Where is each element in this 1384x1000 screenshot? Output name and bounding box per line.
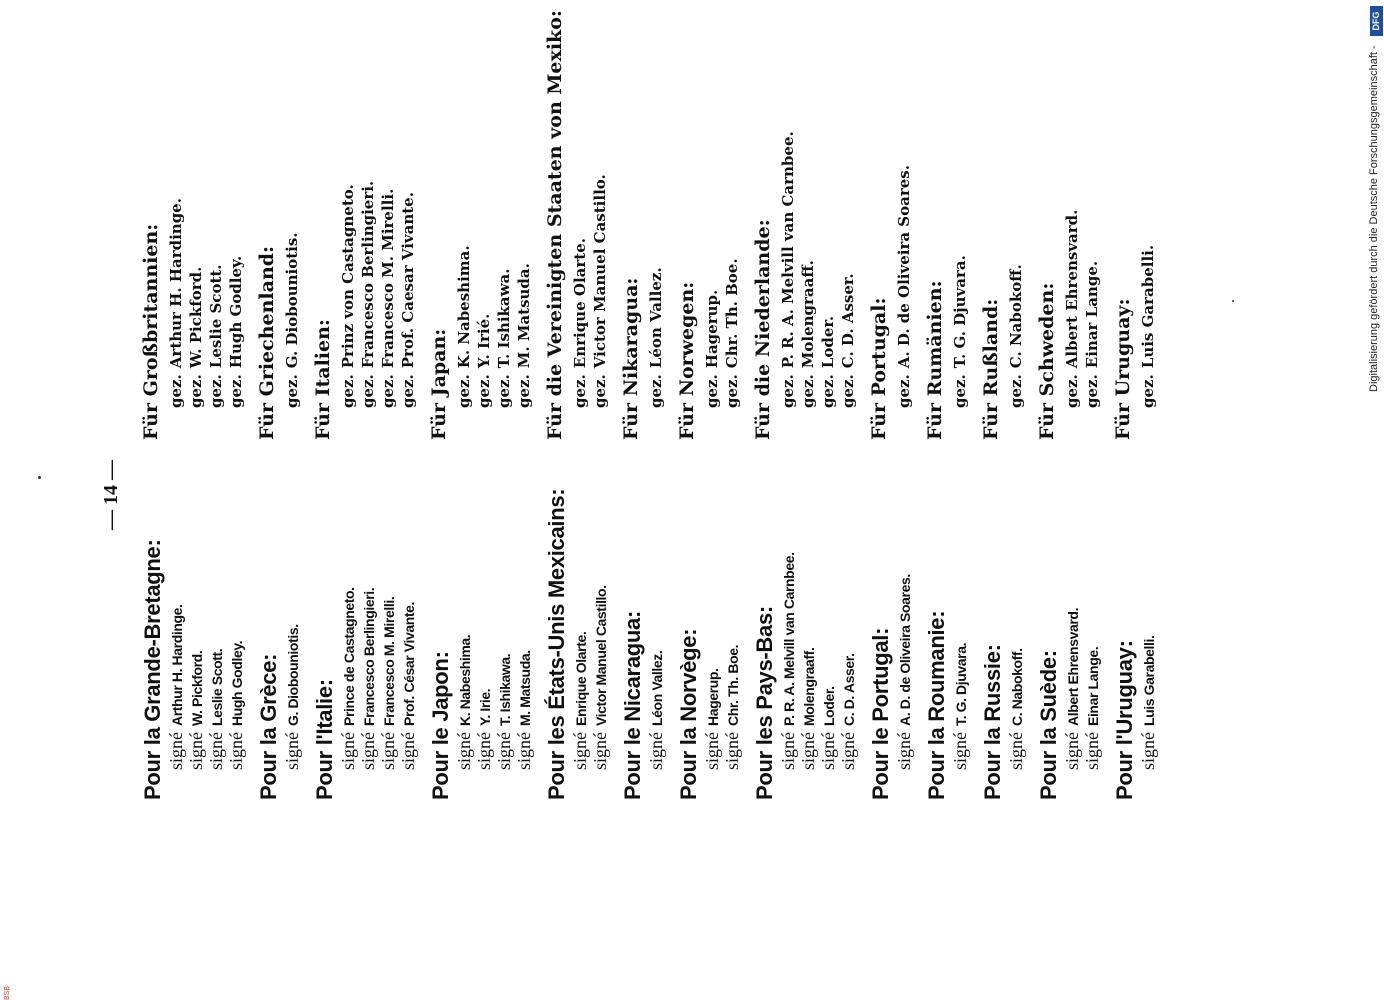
signatory-name: Loder. [819,315,837,369]
signatory-country-heading: Pour le Japon: [428,651,453,800]
signed-word: signé [494,732,514,770]
signature-line [1138,636,1159,770]
signatory-country-heading: Pour l'Italie: [312,679,337,800]
signatory-name: A. D. de Oliveira Soares. [895,165,913,369]
signature-line [646,267,665,408]
signature-line [722,645,743,770]
signature-line [950,643,971,770]
signed-word: signé [1082,732,1102,770]
signatory-country-heading: Für Portugal: [868,297,890,440]
signatory-country-heading: Für Uruguay: [1112,298,1134,440]
signature-line [778,552,799,770]
signatory-name: M. Matsuda. [515,263,533,369]
signatory-name: Luis Garabelli. [1139,244,1157,369]
signature-line [798,260,817,408]
signature-line [818,686,839,770]
signature-line [894,165,913,408]
signatory-country-heading: Für Rußland: [980,298,1002,440]
signature-line [798,648,819,770]
signed-word: signé [358,732,378,770]
signed-word: gez. [779,374,797,408]
signed-word: signé [818,732,838,770]
signatory-country-heading: Für die Vereinigten Staaten von Mexiko: [544,10,566,440]
signature-line [702,669,723,770]
page-number: — 14 — [100,460,122,530]
signature-line [570,632,591,770]
signature-line [338,587,359,770]
signature-line [818,316,837,408]
signature-line [474,689,495,770]
signed-word: signé [702,732,722,770]
signature-line [186,267,205,408]
signatory-name: C. D. Asser. [839,273,857,369]
signed-word: signé [570,732,590,770]
signatory-name: Prinz von Castagneto. [339,184,357,369]
signatory-name: T. Ishikawa. [495,268,513,369]
signature-line [378,189,397,408]
signatory-name: T. G. Djuvara. [951,255,969,369]
signed-word: signé [474,732,494,770]
signature-line [454,635,475,770]
signatory-name: Hugh Godley. [227,255,245,369]
signatory-name: Molengraaff. [801,647,817,726]
signed-word: gez. [339,374,357,408]
signatory-name: Enrique Olarte. [573,631,589,726]
signed-word: signé [398,732,418,770]
signatory-country-heading: Für Japan: [428,328,450,440]
signatory-name: Leslie Scott. [209,648,225,726]
signatory-country-heading: Pour le Portugal: [868,627,893,800]
signed-word: gez. [571,374,589,408]
signed-word: signé [798,732,818,770]
signature-line [338,184,357,408]
signature-line [358,181,377,408]
library-mark-text: BSB [4,985,11,1000]
signed-word: gez. [819,374,837,408]
signature-line [1006,264,1025,408]
scan-speck [1232,300,1234,302]
signatory-name: Enrique Olarte. [571,238,589,369]
signature-line [894,574,915,770]
signature-line [722,258,741,408]
signatory-name: Molengraaff. [799,260,817,369]
signatory-name: Einar Lange. [1083,260,1101,369]
signatory-country-heading: Für Italien: [312,319,334,440]
signatory-country-heading: Pour l'Uruguay: [1112,640,1137,800]
signatory-country-heading: Für Griechenland: [256,245,278,440]
signatory-name: Leslie Scott. [207,264,225,369]
signatory-name: Y. Irie. [477,688,493,726]
signed-word: signé [282,732,302,770]
signature-line [570,238,589,408]
signature-line [494,654,515,770]
signatory-country-heading: Pour le Nicaragua: [620,611,645,800]
signatory-name: G. Diobouniotis. [283,232,301,369]
signature-line [398,192,417,408]
signed-word: signé [206,732,226,770]
signed-word: gez. [399,374,417,408]
signatory-name: Victor Manuel Castillo. [591,174,609,369]
signatory-name: Albert Ehrensvard. [1065,607,1081,726]
signatory-name: Victor Manuel Castillo. [593,585,609,726]
signatory-name: C. Nabokoff. [1009,648,1025,726]
signature-line [206,649,227,770]
signatory-name: G. Diobouniotis. [285,624,301,726]
signatory-name: Hugh Godley. [229,640,245,726]
signatory-country-heading: Für Großbritannien: [140,223,162,440]
signatory-name: W. Pickford. [189,650,205,726]
signature-line [398,602,419,770]
signatory-country-heading: Pour la Roumanie: [924,610,949,800]
signatory-name: Einar Lange. [1085,646,1101,726]
signed-word: gez. [591,374,609,408]
signed-word: signé [186,732,206,770]
signed-word: signé [514,732,534,770]
signatory-country-heading: Pour la Russie: [980,644,1005,800]
signatory-country-heading: Pour la Suède: [1036,650,1061,800]
signature-line [282,232,301,408]
signed-word: signé [454,732,474,770]
signature-line [1082,647,1103,770]
signature-line [514,650,535,770]
signed-word: gez. [647,374,665,408]
signed-word: signé [166,732,186,770]
signatory-name: Léon Vallez. [647,267,665,369]
signatory-country-heading: Für Schweden: [1036,282,1058,440]
signed-word: gez. [1139,374,1157,408]
signed-word: gez. [799,374,817,408]
signed-word: gez. [475,374,493,408]
signed-word: gez. [455,374,473,408]
signatory-name: Loder. [821,686,837,726]
signed-word: signé [1138,732,1158,770]
signed-word: signé [590,732,610,770]
signatory-country-heading: Pour la Grande-Bretagne: [140,539,165,800]
signatory-name: Chr. Th. Boe. [723,258,741,369]
signatory-country-heading: Pour la Grèce: [256,653,281,800]
signature-line [514,263,533,408]
signed-word: gez. [187,374,205,408]
digitization-note [1365,0,1384,400]
signed-word: gez. [1083,374,1101,408]
signature-line [1138,245,1157,408]
signed-word: signé [778,732,798,770]
signature-line [226,641,247,770]
signature-line [646,651,667,770]
signature-line [166,604,187,770]
signatory-name: K. Nabeshima. [457,634,473,726]
signatory-country-heading: Pour les Pays-Bas: [752,606,777,800]
signed-word: signé [646,732,666,770]
signature-line [494,269,513,409]
signed-word: signé [838,732,858,770]
scan-speck [38,476,41,479]
signatory-name: C. Nabokoff. [1007,264,1025,369]
signatory-name: Léon Vallez. [649,650,665,726]
signed-word: signé [1062,732,1082,770]
signature-line [950,255,969,408]
signature-line [358,588,379,770]
library-mark [4,980,16,1000]
signed-word: gez. [951,374,969,408]
signatory-name: Chr. Th. Boe. [725,644,741,726]
signatory-country-heading: Pour les États-Unis Mexicains: [544,488,569,800]
digitization-note-text: Digitalisierung gefördert durch die Deutsche Forschungsgemeinschaft - [1368,45,1380,392]
signatory-country-heading: Pour la Norvège: [676,628,701,800]
signed-word: gez. [703,374,721,408]
signatory-country-heading: Für Rumänien: [924,280,946,440]
signed-word: signé [378,732,398,770]
signature-line [702,290,721,408]
signed-word: gez. [495,374,513,408]
signed-word: gez. [839,374,857,408]
signatory-country-heading: Für Nikaragua: [620,277,642,440]
signature-line [1082,261,1101,408]
signed-word: gez. [167,374,185,408]
signatory-name: W. Pickford. [187,266,205,369]
signatory-name: Arthur H. Hardinge. [167,198,185,369]
signed-word: gez. [207,374,225,408]
signatory-name: T. G. Djuvara. [953,642,969,726]
signatory-name: A. D. de Oliveira Soares. [897,574,913,726]
signature-line [1062,210,1081,408]
signed-word: gez. [227,374,245,408]
signatory-name: C. D. Asser. [841,653,857,726]
signature-line [778,131,797,408]
signed-word: signé [1006,732,1026,770]
signature-line [474,314,493,408]
signature-line [454,245,473,408]
dfg-logo-text: DFG [1371,11,1381,31]
signed-word: signé [226,732,246,770]
signatory-name: Francesco M. Mirelli. [381,596,397,726]
signature-line [166,198,185,408]
signature-line [838,654,859,771]
signatory-name: P. R. A. Melvill van Carnbee. [779,131,797,369]
signatory-name: Hagerup. [703,289,721,369]
signatory-name: Luis Garabelli. [1141,635,1157,726]
signature-line [1062,608,1083,770]
signature-line [226,256,245,408]
signatory-name: Prof. César Vivante. [401,601,417,726]
signatory-name: Prince de Castagneto. [341,587,357,726]
signed-word: signé [950,732,970,770]
signatory-name: Y. Irié. [475,313,493,369]
signed-word: signé [338,732,358,770]
signature-line [186,651,207,770]
signatory-name: Arthur H. Hardinge. [169,604,185,726]
signed-word: gez. [723,374,741,408]
signed-word: gez. [283,374,301,408]
signatory-country-heading: Für die Niederlande: [752,219,774,440]
signatory-name: K. Nabeshima. [455,245,473,369]
signatory-name: M. Matsuda. [517,650,533,726]
signature-line [282,624,303,770]
signature-line [590,585,611,770]
signatory-name: Francesco Berlingieri. [359,180,377,369]
signature-line [590,174,609,408]
signatory-name: Francesco Berlingieri. [361,587,377,726]
signatory-name: Hagerup. [705,668,721,726]
signature-line [378,597,399,770]
signed-word: gez. [515,374,533,408]
signatory-country-heading: Für Norwegen: [676,281,698,440]
signatory-name: Francesco M. Mirelli. [379,188,397,369]
signed-word: gez. [359,374,377,408]
signed-word: gez. [1063,374,1081,408]
signed-word: gez. [895,374,913,408]
signed-word: gez. [1007,374,1025,408]
signature-line [838,273,857,408]
dfg-logo [1370,6,1383,36]
signatory-name: Prof. Caesar Vivante. [399,192,417,369]
signed-word: gez. [379,374,397,408]
signatory-name: P. R. A. Melvill van Carnbee. [781,552,797,726]
signature-line [1006,648,1027,770]
signatory-name: T. Ishikawa. [497,653,513,726]
signature-line [206,264,225,408]
signed-word: signé [722,732,742,770]
signed-word: signé [894,732,914,770]
signatory-name: Albert Ehrensvard. [1063,209,1081,369]
